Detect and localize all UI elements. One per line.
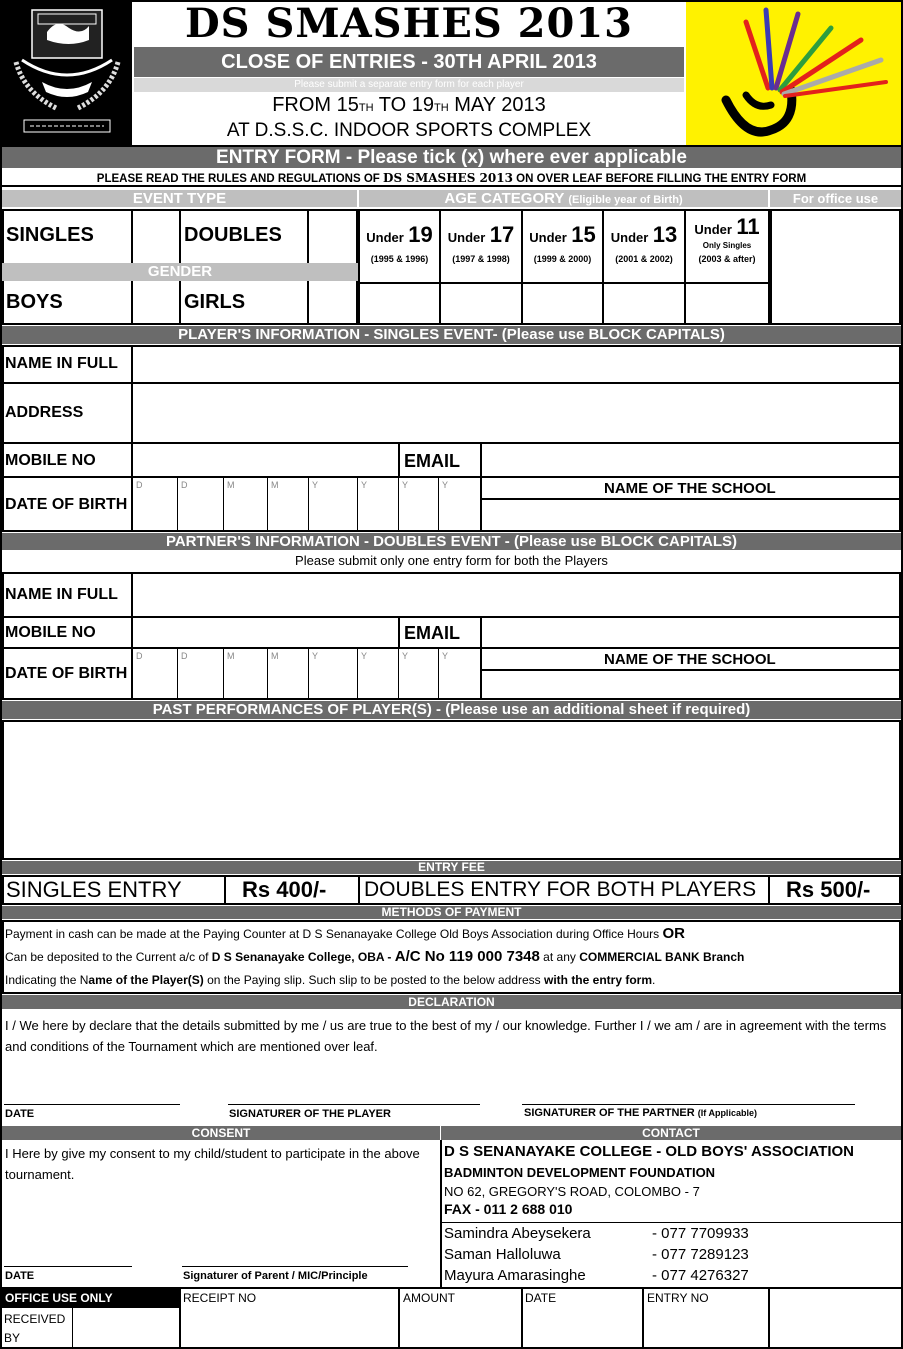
partner-name-label: NAME IN FULL [5,586,118,603]
age-under-15[interactable]: Under 15 (1999 & 2000) [529,222,596,264]
gender-heading: GENDER [2,263,358,281]
payment-line-1: Payment in cash can be made at the Paying Counter at D S Senanayake College Old Boys Association during Office Hours OR [5,925,685,942]
contact-phone-1: - 077 7709933 [652,1225,749,1242]
past-performances-field[interactable] [2,720,901,860]
parent-signature-label: Signaturer of Parent / MIC/Principle [183,1270,368,1282]
player-address-field[interactable] [134,385,899,442]
partner-mobile-label: MOBILE NO [5,624,96,641]
age-under-13[interactable]: Under 13 (2001 & 2002) [610,222,678,264]
office-use-heading: For office use [770,190,901,207]
partner-info-note: Please submit only one entry form for both the Players [295,553,608,568]
office-date-label: DATE [525,1291,557,1305]
payment-methods-heading: METHODS OF PAYMENT [2,906,901,919]
player-dob-label: DATE OF BIRTH [5,496,128,513]
contact-org: D S SENANAYAKE COLLEGE - OLD BOYS' ASSOCIATION [444,1143,855,1160]
singles-label: SINGLES [6,224,94,246]
declaration-heading: DECLARATION [2,995,901,1009]
office-use-box [770,209,901,325]
contact-foundation: BADMINTON DEVELOPMENT FOUNDATION [444,1165,716,1180]
tournament-dates: FROM 15TH TO 19TH MAY 2013 [272,94,546,116]
received-by-field[interactable] [73,1308,179,1349]
doubles-label: DOUBLES [184,224,282,246]
contact-phone-2: - 077 7289123 [652,1246,749,1263]
partner-school-field[interactable] [483,672,899,698]
consent-heading: CONSENT [2,1126,440,1140]
shuttlecock-logo [686,0,903,145]
partner-signature-label: SIGNATURER OF THE PARTNER (If Applicable) [524,1107,757,1119]
event-title: DS SMASHES 2013 [184,0,633,47]
doubles-checkbox[interactable] [309,211,356,263]
entry-fee-heading: ENTRY FEE [2,861,901,874]
event-type-heading: EVENT TYPE [2,190,357,207]
player-address-label: ADDRESS [5,404,84,421]
player-signature-label: SIGNATURER OF THE PLAYER [229,1108,391,1120]
past-performances-heading: PAST PERFORMANCES OF PLAYER(S) - (Please use an additional sheet if required) [2,701,901,719]
rules-note: PLEASE READ THE RULES AND REGULATIONS OF DS SMASHES 2013 ON OVER LEAF BEFORE FILLING THE ENTRY FORM [2,170,901,187]
player-mobile-label: MOBILE NO [5,452,96,469]
payment-line-3: Indicating the Name of the Player(S) on the Paying slip. Such slip to be posted to the below address with the entry form. [5,973,656,987]
contact-phone-3: - 077 4276327 [652,1267,749,1284]
player-dob-boxes[interactable]: D D M M Y Y Y Y [133,478,480,530]
contact-fax: FAX - 011 2 688 010 [444,1201,573,1217]
contact-address: NO 62, GREGORY'S ROAD, COLOMBO - 7 [444,1184,700,1199]
entry-no-label: ENTRY NO [647,1291,709,1305]
consent-date-label: DATE [5,1270,35,1282]
age-category-heading: AGE CATEGORY (Eligible year of Birth) [359,190,768,207]
venue: AT D.S.S.C. INDOOR SPORTS COMPLEX [226,120,592,141]
partner-dob-boxes[interactable]: D D M M Y Y Y Y [133,649,480,698]
player-email-label: EMAIL [404,451,460,471]
partner-email-label: EMAIL [404,623,460,643]
contact-person-3: Mayura Amarasinghe [444,1267,586,1284]
partner-school-label: NAME OF THE SCHOOL [604,651,776,668]
girls-label: GIRLS [184,291,246,313]
office-use-only-label: OFFICE USE ONLY [2,1289,179,1308]
player-school-label: NAME OF THE SCHOOL [604,480,776,497]
amount-label: AMOUNT [403,1291,455,1305]
declaration-date-label: DATE [5,1108,35,1120]
declaration-text: I / We here by declare that the details submitted by me / us are true to the best of my / our knowledge. Further I / we am / are in agreement with the terms and conditions of the Tournament which are mentioned over leaf. [5,1018,887,1054]
contact-person-1: Samindra Abeysekera [444,1225,591,1242]
girls-checkbox[interactable] [309,283,356,323]
consent-text: I Here by give my consent to my child/student to participate in the above tournament. [5,1146,420,1182]
player-school-field[interactable] [483,501,899,530]
close-of-entries-banner: CLOSE OF ENTRIES - 30TH APRIL 2013 [134,47,684,77]
partner-name-field[interactable] [134,574,899,616]
received-by-label: RECEIVED BY [4,1312,66,1345]
separate-entry-note: Please submit a separate entry form for each player [134,78,684,92]
doubles-entry-fee: Rs 500/- [786,877,871,902]
player-name-label: NAME IN FULL [5,355,118,372]
singles-entry-fee: Rs 400/- [242,877,327,902]
singles-entry-label: SINGLES ENTRY [6,877,182,902]
age-under-11[interactable]: Under 11 Only Singles (2003 & after) [694,214,760,264]
singles-checkbox[interactable] [133,211,179,263]
contact-person-2: Saman Halloluwa [444,1246,561,1263]
player-email-field[interactable] [483,445,899,476]
age-under-17[interactable]: Under 17 (1997 & 1998) [447,222,515,264]
college-crest [2,2,132,145]
doubles-entry-label: DOUBLES ENTRY FOR BOTH PLAYERS [364,878,757,901]
player-info-heading: PLAYER'S INFORMATION - SINGLES EVENT- (Please use BLOCK CAPITALS) [2,326,901,344]
contact-heading: CONTACT [441,1126,901,1140]
partner-email-field[interactable] [483,619,899,647]
partner-dob-label: DATE OF BIRTH [5,665,128,682]
boys-label: BOYS [6,291,63,313]
age-under-19[interactable]: Under 19 (1995 & 1996) [366,222,433,264]
boys-checkbox[interactable] [133,283,179,323]
payment-line-2: Can be deposited to the Current a/c of D S Senanayake College, OBA - A/C No 119 000 7348 at any COMMERCIAL BANK Branch [5,948,745,965]
receipt-no-label: RECEIPT NO [183,1291,257,1305]
player-mobile-field[interactable] [134,445,398,476]
partner-mobile-field[interactable] [134,619,398,647]
partner-info-heading: PARTNER'S INFORMATION - DOUBLES EVENT - (Please use BLOCK CAPITALS) [2,533,901,550]
player-name-field[interactable] [134,347,899,382]
entry-form-title: ENTRY FORM - Please tick (x) where ever applicable [2,147,901,168]
